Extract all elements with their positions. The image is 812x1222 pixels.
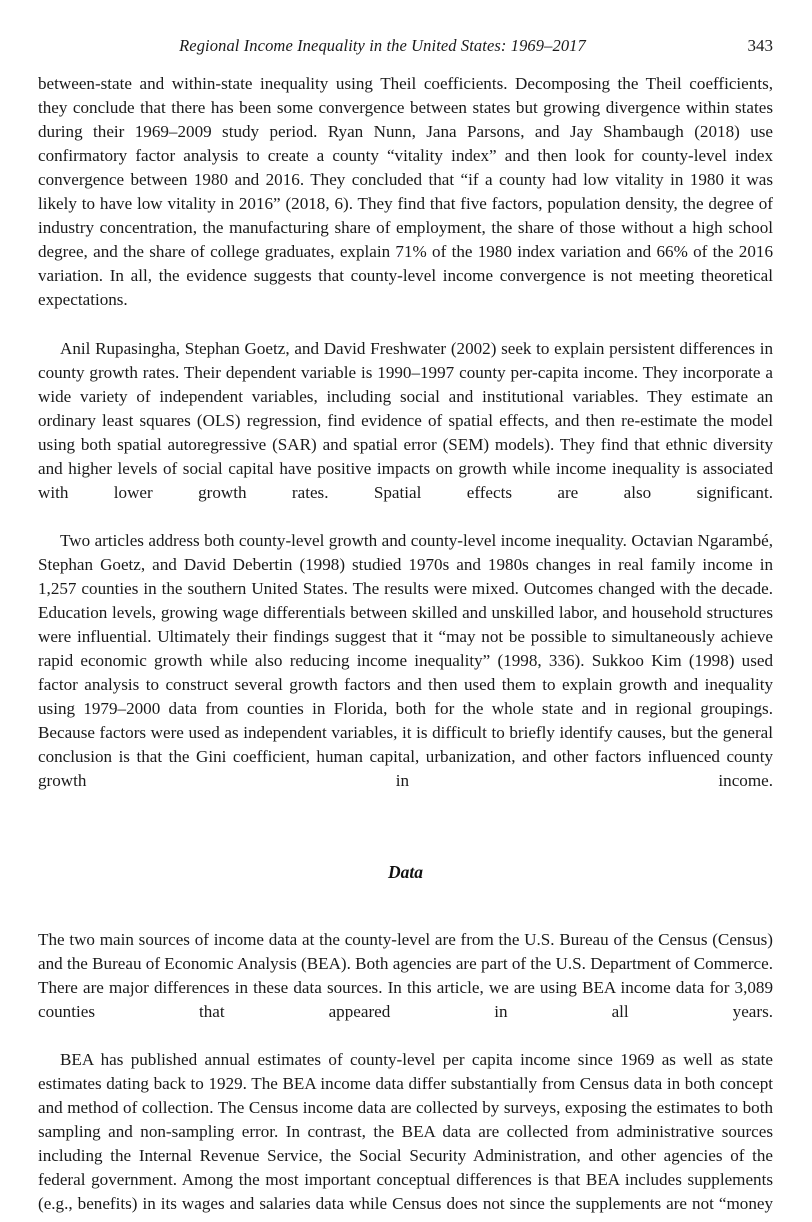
body-paragraph: BEA has published annual estimates of county-level per capita income since 1969 as well as state estimates dating back to 1929. The BEA income data differ substantially from Census data in both concept and method of collection. The Census income data are collected by surveys, exposing the estimates to both sampling and non-sampling error. In contrast, the BEA data are collected from administrative sources including the Internal Revenue Service, the Social Security Administration, and other agencies of the federal government. Among the most important conceptual differences is that BEA includes supplements (e.g., benefits) in its wages and salaries data while Census does not since the supplements are not “money [38, 1049, 773, 1214]
body-paragraph: Anil Rupasingha, Stephan Goetz, and David Freshwater (2002) seek to explain persistent differences in county growth rates. Their dependent variable is 1990–1997 county per-capita income. They incorporate a wide variety of independent variables, including social and institutional variables. They estimate an ordinary least squares (OLS) regression, find evidence of spatial effects, and then re-estimate the model using both spatial autoregressive (SAR) and spatial error (SEM) models). They find that ethnic diversity and higher levels of social capital have positive impacts on growth while income inequality is associated with lower growth rates. Spatial effects are also significant. [38, 338, 773, 502]
body-paragraph: The two main sources of income data at the county-level are from the U.S. Bureau of the Census (Census) and the Bureau of Economic Analysis (BEA). Both agencies are part of the U.S. Department of Commerce. There are major differences in these data sources. In this article, we are using BEA income data for 3,089 counties that appeared in all years. [38, 929, 773, 1021]
body-column [38, 72, 773, 1222]
body-paragraph: Two articles address both county-level growth and county-level income inequality. Octavian Ngarambé, Stephan Goetz, and David Debertin (1998) studied 1970s and 1980s changes in real family income in 1,257 counties in the southern United States. The results were mixed. Outcomes changed with the decade. Education levels, growing wage differentials between skilled and unskilled labor, and household structures were influential. Ultimately their findings suggest that it “may not be possible to simultaneously achieve rapid economic growth while also reducing income inequality” (1998, 336). Sukkoo Kim (1998) used factor analysis to construct several growth factors and then used them to explain growth and inequality using 1979–2000 data from counties in Florida, both for the whole state and in regional groupings. Because factors were used as independent variables, it is difficult to briefly identify causes, but the general conclusion is that the Gini coefficient, human capital, urbanization, and other factors influenced county growth in income. [38, 530, 773, 791]
heading-space-above [38, 817, 773, 860]
page-number: 343 [747, 36, 773, 55]
body-paragraph: between-state and within-state inequality using Theil coefficients. Decomposing the Theil coefficients, they conclude that there has been some convergence between states but growing divergence within states during their 1969–2009 study period. Ryan Nunn, Jana Parsons, and Jay Shambaugh (2018) use confirmatory factor analysis to create a county “vitality index” and then look for county-level index convergence between 1980 and 2016. They concluded that “if a county had low vitality in 1980 it was likely to have low vitality in 2016” (2018, 6). They find that five factors, population density, the degree of industry concentration, the manufacturing share of employment, the share of those without a high school degree, and the share of college graduates, explain 71% of the 1980 index variation and 66% of the 2016 variation. In all, the evidence suggests that county-level income convergence is not meeting theoretical expectations. [38, 74, 773, 310]
running-head-title: Regional Income Inequality in the United States: 1969–2017 [179, 36, 586, 55]
running-head [38, 36, 773, 62]
heading-space-below [38, 885, 773, 928]
section-heading-data: Data [388, 862, 423, 883]
